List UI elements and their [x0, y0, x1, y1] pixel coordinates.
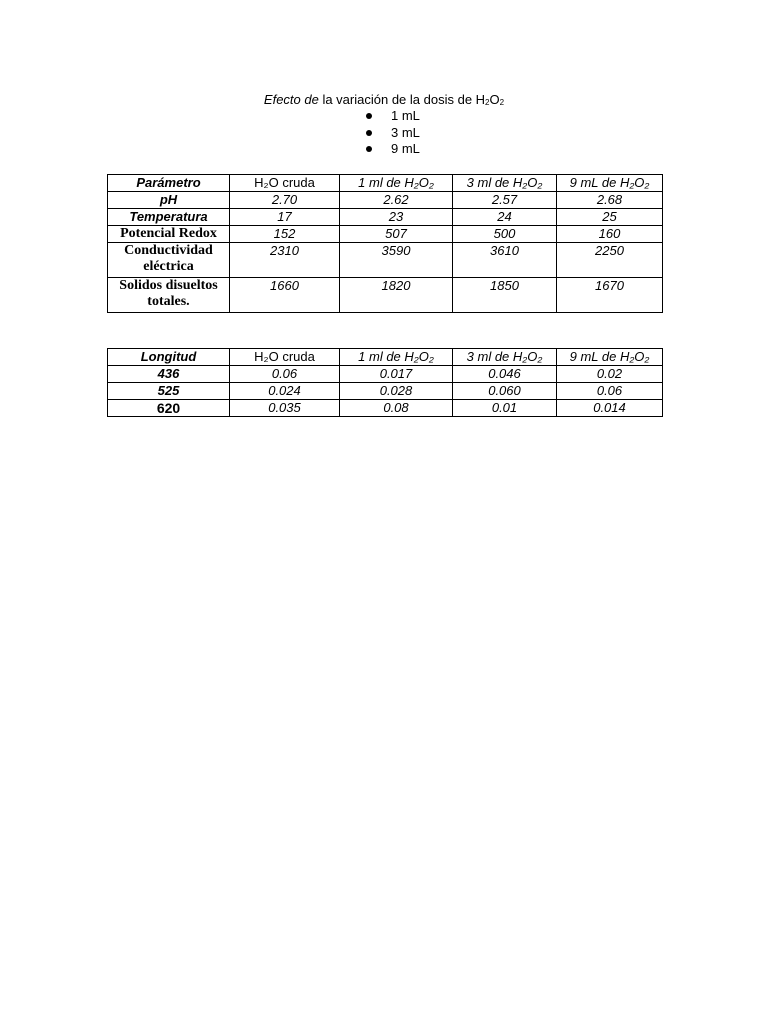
bullet-icon — [366, 130, 372, 136]
cell: 1850 — [453, 278, 557, 313]
dose-item — [366, 108, 420, 125]
table-row — [108, 226, 663, 243]
cell: 0.01 — [453, 400, 557, 417]
cell: 25 — [557, 209, 663, 226]
table-row — [108, 209, 663, 226]
header-dose-9: 9 mL de H₂O₂ — [557, 349, 663, 366]
header-dose-3: 3 ml de H₂O₂ — [453, 175, 557, 192]
cell: 3610 — [453, 243, 557, 278]
row-label: 620 — [108, 400, 230, 417]
table-row — [108, 400, 663, 417]
dose-label: 9 mL — [391, 141, 420, 156]
cell: 2.57 — [453, 192, 557, 209]
cell: 0.06 — [230, 366, 340, 383]
cell: 2250 — [557, 243, 663, 278]
dose-list — [366, 108, 420, 158]
title-italic-part: Efecto de — [263, 92, 319, 107]
bullet-icon — [366, 113, 372, 119]
row-label-line-2: totales. — [147, 294, 190, 309]
title-rest: la variación de la dosis de H — [318, 92, 486, 107]
cell: 24 — [453, 209, 557, 226]
bullet-icon — [366, 146, 372, 152]
title-mid: O — [489, 92, 500, 107]
cell: 152 — [230, 226, 340, 243]
cell: 0.046 — [453, 366, 557, 383]
header-dose-1: 1 ml de H₂O₂ — [340, 349, 453, 366]
cell: 23 — [340, 209, 453, 226]
cell: 2.70 — [230, 192, 340, 209]
dose-item — [366, 141, 420, 158]
cell: 17 — [230, 209, 340, 226]
header-dose-3: 3 ml de H₂O₂ — [453, 349, 557, 366]
table-row — [108, 383, 663, 400]
header-dose-1: 1 ml de H₂O₂ — [340, 175, 453, 192]
cell: 1660 — [230, 278, 340, 313]
row-label: Temperatura — [108, 209, 230, 226]
header-longitud: Longitud — [108, 349, 230, 366]
table-row — [108, 243, 663, 278]
cell: 0.028 — [340, 383, 453, 400]
cell: 160 — [557, 226, 663, 243]
cell: 1820 — [340, 278, 453, 313]
cell: 2310 — [230, 243, 340, 278]
cell: 2.68 — [557, 192, 663, 209]
wavelength-table — [107, 348, 663, 417]
header-crude: H₂O cruda — [230, 175, 340, 192]
cell: 0.02 — [557, 366, 663, 383]
row-label — [108, 243, 230, 278]
row-label-line-1: Solidos disueltos — [119, 278, 218, 293]
table-row — [108, 192, 663, 209]
cell: 0.017 — [340, 366, 453, 383]
cell: 1670 — [557, 278, 663, 313]
title-sub-1: 2 — [485, 98, 490, 107]
title-sub-2: 2 — [499, 98, 505, 107]
cell: 0.014 — [557, 400, 663, 417]
row-label: 436 — [108, 366, 230, 383]
cell: 0.08 — [340, 400, 453, 417]
row-label: Potencial Redox — [108, 226, 230, 243]
row-label — [108, 278, 230, 313]
table-header-row — [108, 175, 663, 192]
dose-item — [366, 125, 420, 142]
cell: 0.06 — [557, 383, 663, 400]
parameters-table — [107, 174, 663, 313]
dose-label: 3 mL — [391, 124, 420, 140]
cell: 0.060 — [453, 383, 557, 400]
table-row — [108, 278, 663, 313]
row-label: pH — [108, 192, 230, 209]
header-dose-9: 9 mL de H₂O₂ — [557, 175, 663, 192]
cell: 500 — [453, 226, 557, 243]
table-header-row — [108, 349, 663, 366]
cell: 2.62 — [340, 192, 453, 209]
cell: 0.024 — [230, 383, 340, 400]
header-parametro: Parámetro — [108, 175, 230, 192]
row-label-line-2: eléctrica — [143, 259, 194, 274]
row-label-line-1: Conductividad — [124, 243, 213, 258]
row-label: 525 — [108, 383, 230, 400]
table-row — [108, 366, 663, 383]
header-crude: H₂O cruda — [230, 349, 340, 366]
cell: 0.035 — [230, 400, 340, 417]
cell: 507 — [340, 226, 453, 243]
cell: 3590 — [340, 243, 453, 278]
dose-label: 1 mL — [391, 108, 420, 123]
